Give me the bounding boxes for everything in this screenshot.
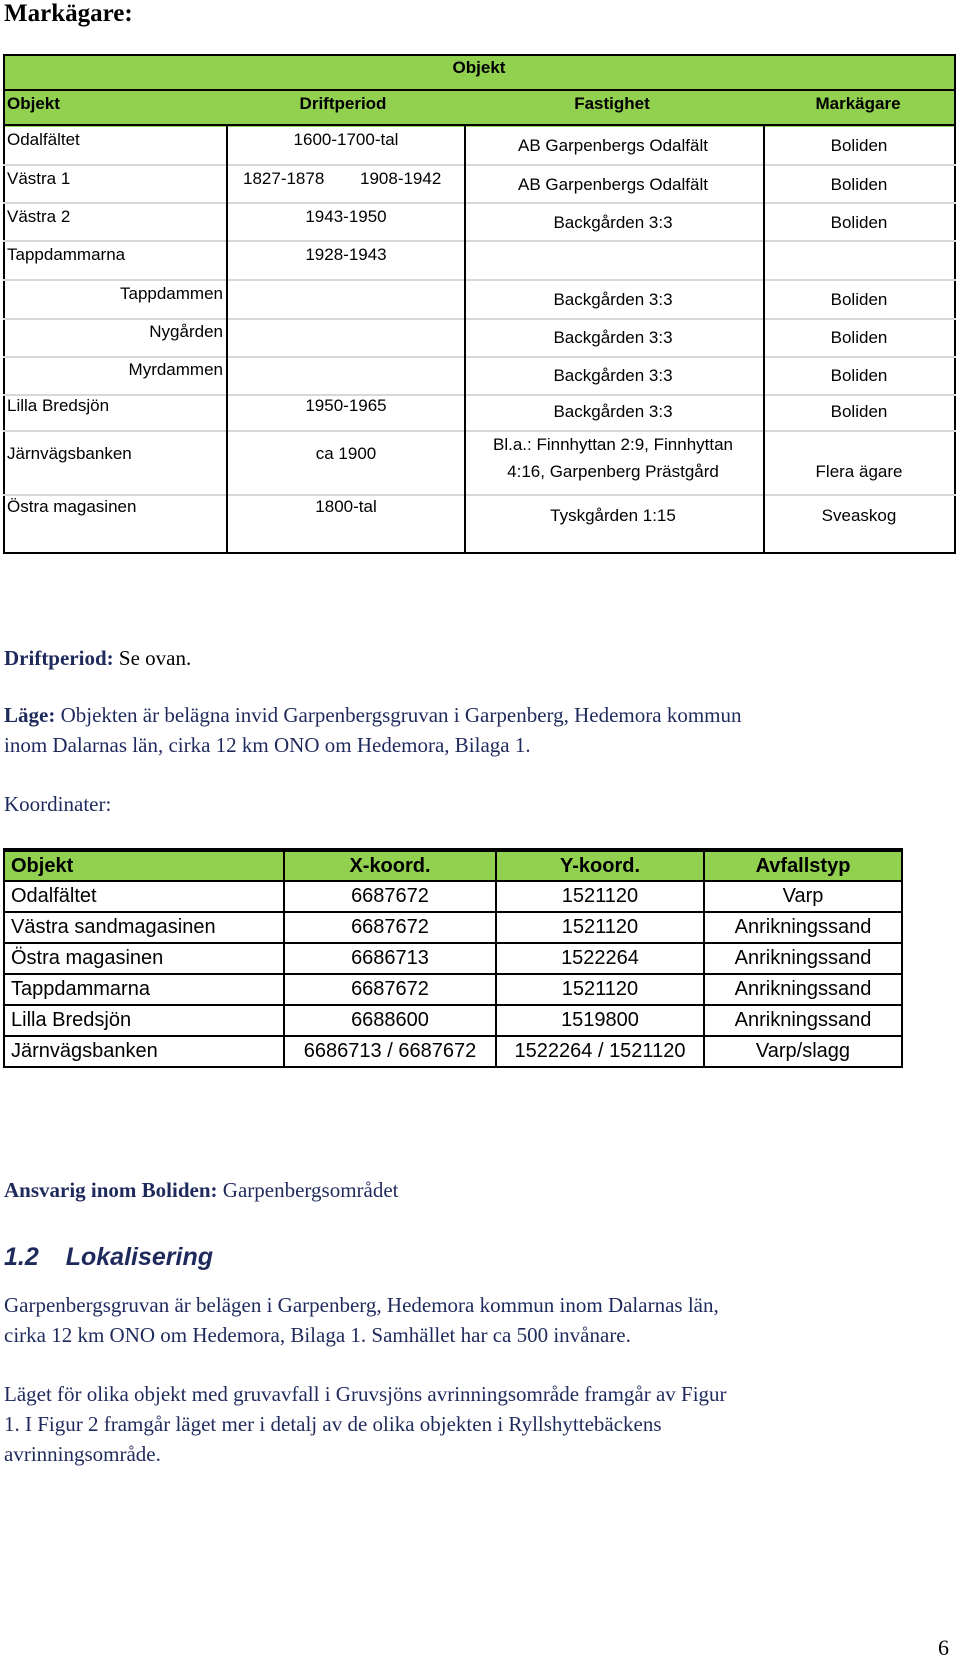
lage-paragraph [4, 700, 954, 760]
table-cell: Bl.a.: Finnhyttan 2:9, Finnhyttan [492, 435, 734, 454]
column-header-objekt: Objekt [7, 94, 60, 113]
table-cell: Östra magasinen [4, 943, 284, 974]
table-cell: Odalfältet [7, 130, 80, 149]
table-cell: Anrikningssand [704, 1005, 902, 1036]
table-cell: AB Garpenbergs Odalfält [518, 175, 708, 194]
table-cell: Järnvägsbanken [4, 1036, 284, 1067]
column-header-driftperiod: Driftperiod [299, 94, 387, 113]
lage-text: Objekten är belägna invid Garpenbergsgruvan i Garpenberg, Hedemora kommun [60, 703, 742, 727]
table-cell: Tappdammarna [4, 974, 284, 1005]
paragraph-line: Garpenbergsgruvan är belägen i Garpenberg, Hedemora kommun inom Dalarnas län, [4, 1293, 719, 1317]
table-row [4, 912, 902, 943]
table-cell: Odalfältet [4, 881, 284, 912]
table-cell: Västra 2 [7, 207, 71, 226]
table-cell: 1908-1942 [360, 169, 442, 188]
table-row [4, 881, 902, 912]
table-cell: Nygården [149, 322, 223, 341]
paragraph-line: 1. I Figur 2 framgår läget mer i detalj av de olika objekten i Ryllshyttebäckens [4, 1412, 662, 1436]
table-cell: Tappdammen [119, 284, 223, 303]
table-cell: Myrdammen [128, 360, 223, 379]
table-row [4, 943, 902, 974]
section-number: 1.2 [4, 1243, 39, 1271]
ownership-table [3, 54, 956, 554]
paragraph-line: Läget för olika objekt med gruvavfall i Gruvsjöns avrinningsområde framgår av Figur [4, 1382, 727, 1406]
table-cell: Boliden [830, 136, 888, 155]
table-cell: 6688600 [284, 1005, 496, 1036]
table-cell: Anrikningssand [704, 912, 902, 943]
table-cell: 4:16, Garpenberg Prästgård [507, 462, 719, 481]
table-cell: Backgården 3:3 [553, 213, 673, 232]
section-heading [4, 1243, 213, 1272]
table-cell: Boliden [830, 175, 888, 194]
table-cell: Östra magasinen [7, 497, 137, 516]
column-header: Avfallstyp [704, 850, 902, 881]
table-cell: Boliden [830, 213, 888, 232]
coordinates-table [3, 848, 903, 1088]
table-cell: Boliden [830, 366, 888, 385]
table-cell: Lilla Bredsjön [7, 396, 110, 415]
lage-text-2: inom Dalarnas län, cirka 12 km ONO om Hedemora, Bilaga 1. [4, 733, 531, 757]
table-cell: 1521120 [496, 881, 704, 912]
table-cell: 1928-1943 [305, 245, 387, 264]
table-cell: Tyskgården 1:15 [550, 506, 676, 525]
table-cell: Tappdammarna [7, 245, 126, 264]
driftperiod-line [4, 643, 954, 673]
table-cell: Anrikningssand [704, 943, 902, 974]
table-cell: 1950-1965 [305, 396, 387, 415]
column-header: Y-koord. [496, 850, 704, 881]
table-caption: Objekt [452, 58, 506, 77]
table-cell: 1522264 / 1521120 [496, 1036, 704, 1067]
driftperiod-text: Se ovan. [118, 646, 192, 670]
ansvarig-label: Ansvarig inom Boliden: [4, 1178, 218, 1202]
paragraph-line: cirka 12 km ONO om Hedemora, Bilaga 1. Samhället har ca 500 invånare. [4, 1323, 631, 1347]
table-cell: Flera ägare [815, 462, 903, 481]
column-header: X-koord. [284, 850, 496, 881]
table-cell: ca 1900 [315, 444, 377, 463]
paragraph-1 [4, 1290, 954, 1350]
driftperiod-label: Driftperiod: [4, 646, 114, 670]
table-cell: 1521120 [496, 912, 704, 943]
table-cell: 6687672 [284, 881, 496, 912]
ansvarig-line [4, 1175, 954, 1205]
table-cell: 1522264 [496, 943, 704, 974]
table-row [4, 974, 902, 1005]
table-cell: Boliden [830, 290, 888, 309]
section-title: Lokalisering [65, 1243, 213, 1271]
page-number: 6 [938, 1635, 949, 1660]
table-cell: 1800-tal [315, 497, 377, 516]
column-header: Objekt [4, 850, 284, 881]
table-cell: Varp [704, 881, 902, 912]
table-cell: Boliden [830, 328, 888, 347]
table-cell: Varp/slagg [704, 1036, 902, 1067]
lage-label: Läge: [4, 703, 56, 727]
table-cell: Västra 1 [7, 169, 71, 188]
table-cell: Backgården 3:3 [553, 328, 673, 347]
table-cell: Järnvägsbanken [7, 444, 132, 463]
table-cell: Backgården 3:3 [553, 366, 673, 385]
table-row [4, 1036, 902, 1067]
table-cell: Backgården 3:3 [553, 290, 673, 309]
table-cell: 6687672 [284, 912, 496, 943]
table-cell: 6686713 [284, 943, 496, 974]
table-cell: 1519800 [496, 1005, 704, 1036]
paragraph-line: avrinningsområde. [4, 1442, 161, 1466]
markagare-heading: Markägare: [4, 0, 133, 27]
koordinater-label: Koordinater: [4, 792, 112, 816]
table-row [4, 1005, 902, 1036]
table-cell: 6687672 [284, 974, 496, 1005]
table-cell: Lilla Bredsjön [4, 1005, 284, 1036]
column-header-markagare: Markägare [815, 94, 901, 113]
table-cell: 6686713 / 6687672 [284, 1036, 496, 1067]
table-cell: 1827-1878 [243, 169, 325, 188]
paragraph-2 [4, 1379, 954, 1469]
column-header-fastighet: Fastighet [574, 94, 650, 113]
table-cell: AB Garpenbergs Odalfält [518, 136, 708, 155]
table-cell: Anrikningssand [704, 974, 902, 1005]
table-cell: Västra sandmagasinen [4, 912, 284, 943]
koordinater-heading [4, 789, 954, 819]
table-cell: 1943-1950 [305, 207, 387, 226]
table-cell: Backgården 3:3 [553, 402, 673, 421]
ansvarig-text: Garpenbergsområdet [222, 1178, 399, 1202]
table-cell: Boliden [830, 402, 888, 421]
table-cell: 1521120 [496, 974, 704, 1005]
table-cell: 1600-1700-tal [293, 130, 399, 149]
table-cell: Sveaskog [821, 506, 897, 525]
